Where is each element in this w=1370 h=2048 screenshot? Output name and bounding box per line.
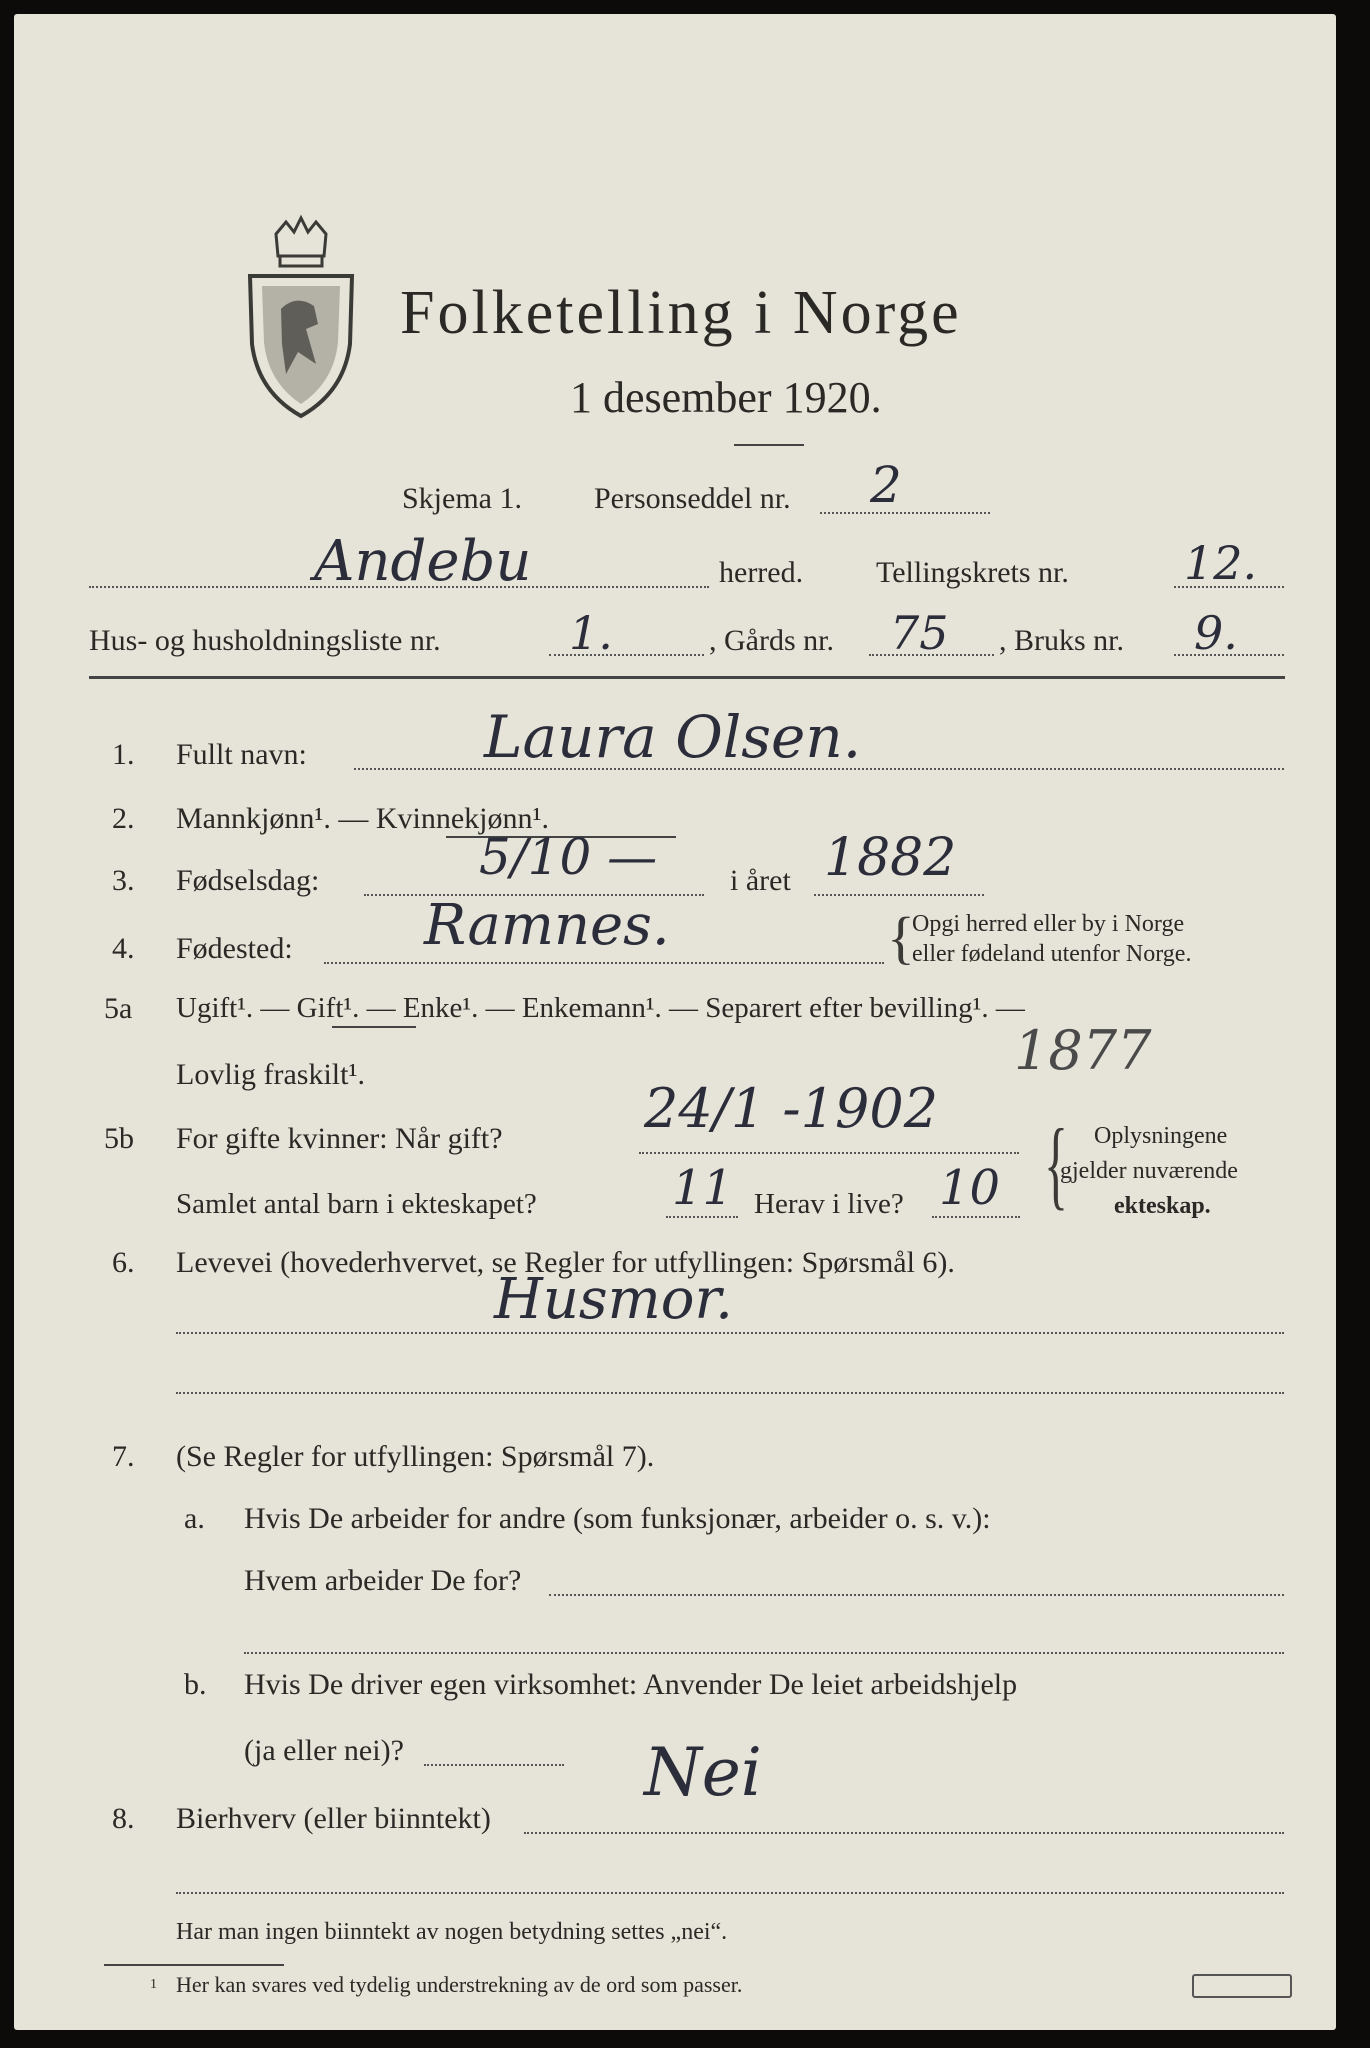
q7b-letter: b. [184, 1668, 207, 1701]
q7-label: (Se Regler for utfyllingen: Spørsmål 7). [176, 1440, 655, 1473]
q5b-children-label: Samlet antal barn i ekteskapet? [176, 1188, 537, 1220]
married-date-value[interactable]: 24/1 -1902 [644, 1077, 939, 1140]
q6-label: Levevei (hovederhvervet, se Regler for utfyllingen: Spørsmål 6). [176, 1246, 955, 1279]
footnote-text: Her kan svares ved tydelig understrekning av de ord som passer. [176, 1972, 743, 1997]
q4-note-line1: Opgi herred eller by i Norge [912, 911, 1185, 937]
census-form: Folketelling i Norge 1 desember 1920. Skjema 1. Personseddel nr. 2 Andebu herred. Tellingskrets nr. 12. Hus- og husholdningsliste nr. 1. , Gårds nr. 75 , Bruks nr. 9. 1. Fullt navn: Laura Olsen. 2. Mannkjønn¹. — Kvinnekjønn¹. 3. Fødselsdag: 5/10 — i året 1882 4. Fødested: Ramnes. { Opgi herred eller by i Norge eller fødeland utenfor Norge. 5a Ugift¹. — Gift¹. — Enke¹. — Enkemann¹. — Separert efter bevilling¹. — Lovlig fraskilt¹. 1877 5b For gifte kvinner: Når gift? 24/1 -1902 Samlet antal barn i ekteskapet? 11 Herav i live? 10 { Oplysningene gjelder nuværende ekteskap. 6. Levevei (hovederhvervet, se Regler for utfyllingen: Spørsmål 6). Husmor. 7. (Se Regler for utfyllingen: Spørsmål 7). a. Hvis De arbeider for andre (som funksjonær, arbeider o. s. v.): Hvem arbeider De for? b. Hvis De driver egen virksomhet: Anvender De leiet arbeidshjelp (ja eller nei)? 8. Bierhverv (eller biinntekt) Nei Har man ingen biinntekt av nogen betydning settes „nei“. 1 Her kan svares ved tydelig understrekning av de ord som passer. [14, 14, 1336, 2030]
margin-note-value: 1877 [1014, 1019, 1152, 1082]
tellingskrets-label: Tellingskrets nr. [876, 556, 1069, 589]
personseddel-value[interactable]: 2 [870, 456, 902, 514]
q7a-sub-label: Hvem arbeider De for? [244, 1564, 522, 1597]
q5b-note-line2: gjelder nuværende [1060, 1158, 1238, 1184]
q3-year-label: i året [730, 864, 791, 897]
q7-number: 7. [112, 1440, 135, 1473]
q7a-label: Hvis De arbeider for andre (som funksjonær, arbeider o. s. v.): [244, 1502, 991, 1535]
gards-value[interactable]: 75 [890, 606, 949, 660]
birthplace-value[interactable]: Ramnes. [424, 893, 670, 958]
title-divider [734, 444, 804, 446]
q3-number: 3. [112, 864, 135, 897]
gift-underline [332, 1026, 416, 1028]
q7b-sub-label: (ja eller nei)? [244, 1734, 404, 1767]
q6-number: 6. [112, 1246, 135, 1279]
q5b-note-line1: Oplysningene [1094, 1123, 1228, 1149]
birth-year-value[interactable]: 1882 [824, 828, 957, 888]
children-total-value[interactable]: 11 [672, 1160, 734, 1216]
q5b-note-line3: ekteskap. [1114, 1193, 1211, 1219]
footer-note: Har man ingen biinntekt av nogen betydning settes „nei“. [176, 1919, 728, 1945]
q5b-alive-label: Herav i live? [754, 1188, 904, 1220]
children-alive-value[interactable]: 10 [939, 1160, 1001, 1216]
q8-number: 8. [112, 1802, 135, 1835]
bruks-label: , Bruks nr. [999, 624, 1125, 657]
q2-number: 2. [112, 802, 135, 835]
skjema-label: Skjema 1. [402, 482, 522, 515]
birthday-value[interactable]: 5/10 — [479, 828, 658, 886]
husliste-label: Hus- og husholdningsliste nr. [89, 624, 441, 657]
q3-label: Fødselsdag: [176, 864, 320, 897]
q5a-number: 5a [104, 992, 133, 1025]
q7a-letter: a. [184, 1502, 205, 1535]
q5b-number: 5b [104, 1122, 134, 1155]
section-divider [89, 676, 1285, 679]
sex-options: Mannkjønn¹. — Kvinnekjønn¹. [176, 802, 549, 835]
full-name-value[interactable]: Laura Olsen. [484, 703, 862, 771]
q4-note-line2: eller fødeland utenfor Norge. [912, 941, 1192, 967]
herred-label: herred. [719, 556, 804, 589]
tellingskrets-value[interactable]: 12. [1184, 536, 1258, 590]
marital-status-option-fraskilt: Lovlig fraskilt¹. [176, 1058, 365, 1091]
herred-value[interactable]: Andebu [314, 529, 532, 594]
q1-label: Fullt navn: [176, 738, 307, 771]
q5b-label: For gifte kvinner: Når gift? [176, 1122, 503, 1155]
q1-number: 1. [112, 738, 135, 771]
q4-number: 4. [112, 932, 135, 965]
q8-label: Bierhverv (eller biinntekt) [176, 1802, 491, 1835]
brace: { [887, 905, 915, 970]
footnote-marker: 1 [150, 1977, 157, 1992]
marital-status-options: Ugift¹. — Gift¹. — Enke¹. — Enkemann¹. — Separert efter bevilling¹. — [176, 992, 1025, 1024]
gards-label: , Gårds nr. [709, 624, 834, 657]
coat-of-arms-icon [236, 214, 366, 424]
occupation-value[interactable]: Husmor. [494, 1267, 733, 1332]
form-title: Folketelling i Norge [400, 279, 962, 347]
printer-stamp [1192, 1974, 1292, 1998]
footnote-rule [104, 1964, 284, 1966]
personseddel-label: Personseddel nr. [594, 482, 791, 515]
husliste-value[interactable]: 1. [569, 606, 613, 660]
q4-label: Fødested: [176, 932, 293, 965]
side-income-value[interactable]: Nei [644, 1734, 762, 1811]
census-date: 1 desember 1920. [570, 373, 882, 422]
bruks-value[interactable]: 9. [1194, 606, 1238, 660]
q7b-label: Hvis De driver egen virksomhet: Anvender De leiet arbeidshjelp [244, 1668, 1018, 1701]
